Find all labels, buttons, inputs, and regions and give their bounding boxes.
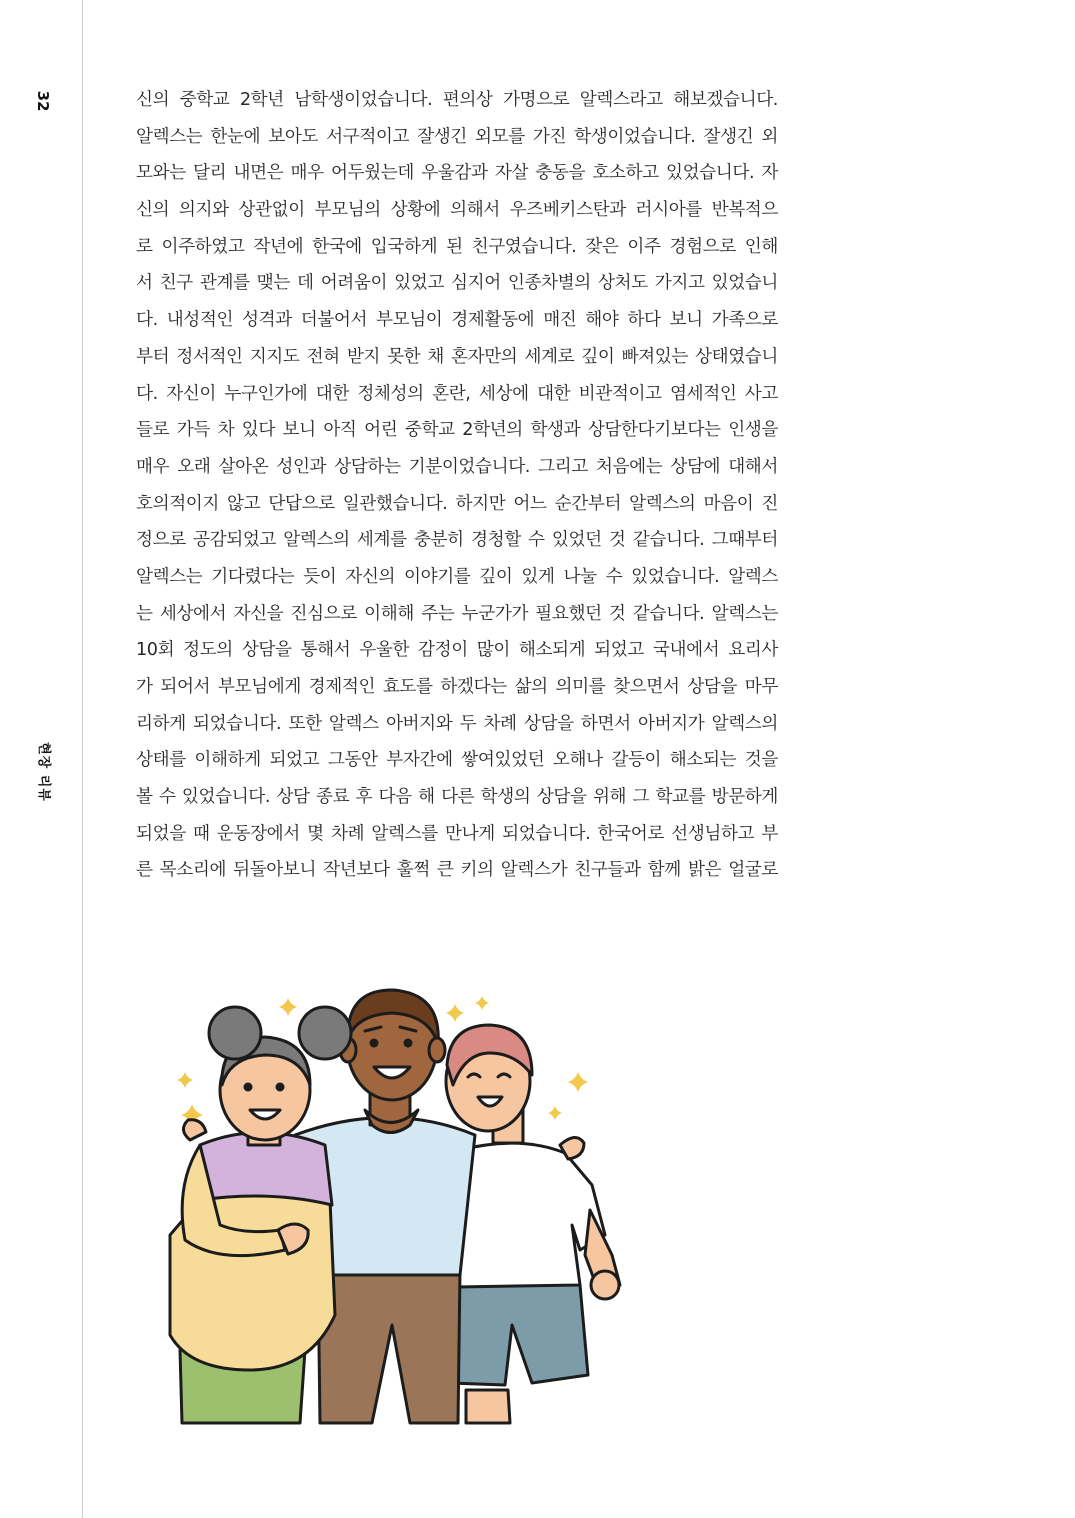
body-line: 알렉스는 한눈에 보아도 서구적이고 잘생긴 외모를 가진 학생이었습니다. 잘생긴 외 xyxy=(136,126,778,147)
sparkle-icon xyxy=(446,1004,464,1022)
body-line: 볼 수 있었습니다. 상담 종료 후 다음 해 다른 학생의 상담을 위해 그 학교를 방문하게 xyxy=(136,787,778,808)
sparkle-icon xyxy=(279,998,297,1016)
sparkle-icon xyxy=(475,996,489,1010)
body-line: 서 친구 관계를 맺는 데 어려움이 있었고 심지어 인종차별의 상처도 가지고 있었습니 xyxy=(136,273,778,294)
body-line: 10회 정도의 상담을 통해서 우울한 감정이 많이 해소되게 되었고 국내에서 요리사 xyxy=(136,640,778,661)
body-line: 호의적이지 않고 단답으로 일관했습니다. 하지만 어느 순간부터 알렉스의 마음이 진 xyxy=(136,493,778,514)
body-text xyxy=(136,82,778,889)
sparkle-icon xyxy=(177,1072,193,1088)
body-line: 다. 자신이 누구인가에 대한 정체성의 혼란, 세상에 대한 비관적이고 염세적인 사고 xyxy=(136,383,778,404)
body-line: 른 목소리에 뒤돌아보니 작년보다 훌쩍 큰 키의 알렉스가 친구들과 함께 밝은 얼굴로 xyxy=(136,860,778,881)
body-line: 리하게 되었습니다. 또한 알렉스 아버지와 두 차례 상담을 하면서 아버지가 알렉스의 xyxy=(136,713,778,734)
margin-rule xyxy=(82,0,83,1518)
body-line: 정으로 공감되었고 알렉스의 세계를 충분히 경청할 수 있었던 것 같습니다. 그때부터 xyxy=(136,530,778,551)
body-line: 들로 가득 차 있다 보니 아직 어린 중학교 2학년의 학생과 상담한다기보다는 인생을 xyxy=(136,420,778,441)
body-line: 신의 중학교 2학년 남학생이었습니다. 편의상 가명으로 알렉스라고 해보겠습니다. xyxy=(136,90,778,110)
sparkle-icon xyxy=(548,1106,562,1120)
body-line: 되었을 때 운동장에서 몇 차례 알렉스를 만나게 되었습니다. 한국어로 선생님하고 부 xyxy=(136,823,778,844)
body-line: 부터 정서적인 지지도 전혀 받지 못한 채 혼자만의 세계로 깊이 빠져있는 상태였습니 xyxy=(136,346,778,367)
body-line: 다. 내성적인 성격과 더불어서 부모님이 경제활동에 매진 해야 하다 보니 가족으로 xyxy=(136,310,778,331)
body-line: 알렉스는 기다렸다는 듯이 자신의 이야기를 깊이 있게 나눌 수 있었습니다. 알렉스 xyxy=(136,566,778,587)
body-line: 는 세상에서 자신을 진심으로 이해해 주는 누군가가 필요했던 것 같습니다. 알렉스는 xyxy=(136,603,778,624)
right-boy xyxy=(446,1025,620,1423)
body-line: 모와는 달리 내면은 매우 어두웠는데 우울감과 자살 충동을 호소하고 있었습니다. 자 xyxy=(136,163,778,184)
body-line: 신의 의지와 상관없이 부모님의 상황에 의해서 우즈베키스탄과 러시아를 반복적으 xyxy=(136,200,778,221)
body-line: 상태를 이해하게 되었고 그동안 부자간에 쌓여있었던 오해나 갈등이 해소되는 것을 xyxy=(136,750,778,771)
body-line: 로 이주하였고 작년에 한국에 입국하게 된 친구였습니다. 잦은 이주 경험으로 인해 xyxy=(136,236,778,257)
page-number: 32 xyxy=(34,90,52,112)
sparkle-icon xyxy=(568,1072,588,1092)
body-line: 가 되어서 부모님에게 경제적인 효도를 하겠다는 삶의 의미를 찾으면서 상담을 마무 xyxy=(136,677,778,697)
three-friends-illustration xyxy=(160,985,630,1425)
body-line: 매우 오래 살아온 성인과 상담하는 기분이었습니다. 그리고 처음에는 상담에 대해서 xyxy=(136,456,778,477)
section-label: 현장 리뷰 xyxy=(36,742,51,802)
